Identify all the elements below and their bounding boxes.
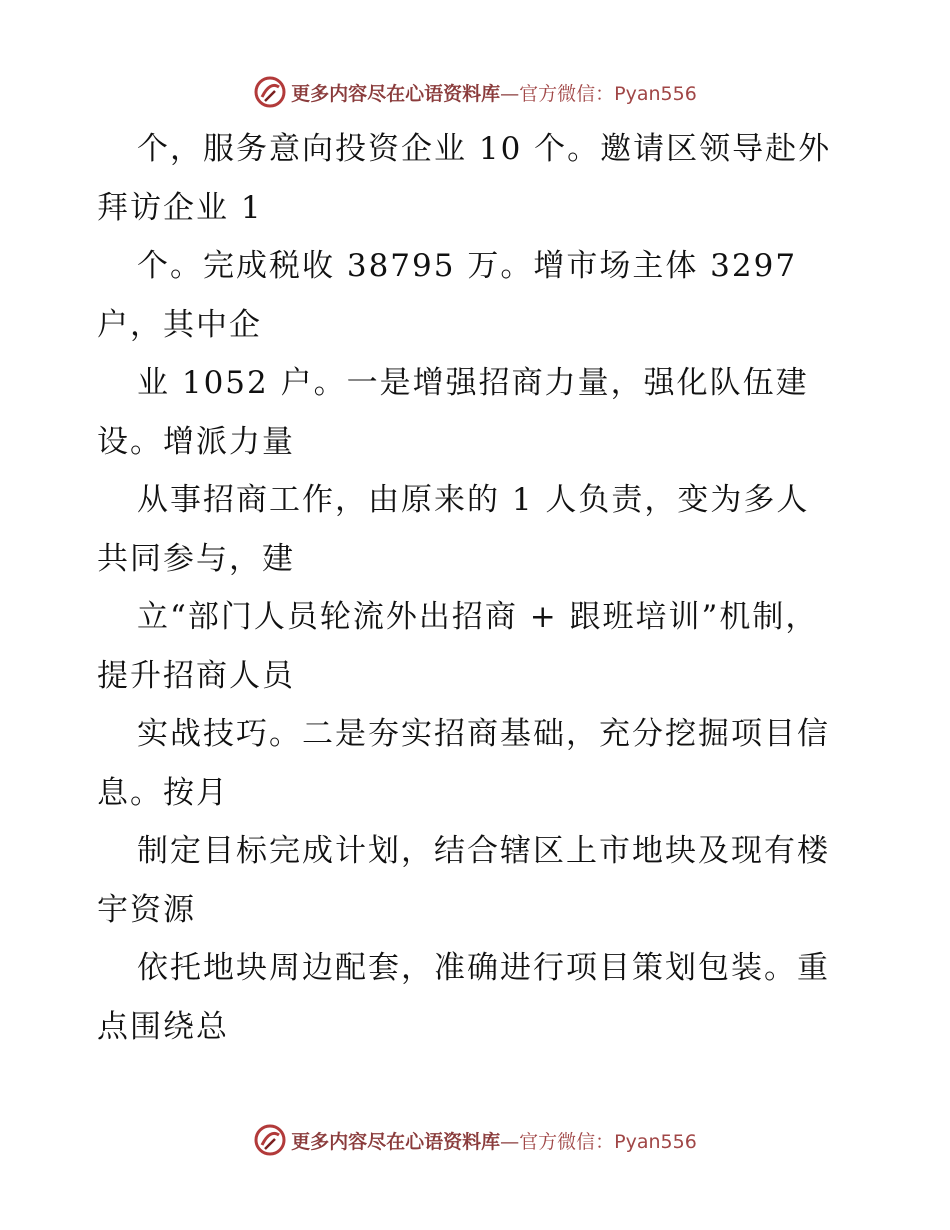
- document-body: [97, 120, 917, 1056]
- header-watermark: [0, 72, 950, 112]
- text-line: 业 1052 户。一是增强招商力量，强化队伍建: [137, 365, 809, 401]
- text-line: 制定目标完成计划，结合辖区上市地块及现有楼: [137, 833, 830, 869]
- logo-icon: [253, 75, 287, 109]
- footer-separator: —: [500, 1130, 520, 1153]
- text-line: 拜访企业 1: [97, 189, 263, 226]
- header-text: [291, 79, 697, 106]
- header-contact: 官方微信：Pyan556: [519, 82, 697, 105]
- text-line: 个。完成税收 38795 万。增市场主体 3297: [137, 248, 798, 284]
- text-line: 立“部门人员轮流外出招商 + 跟班培训”机制，: [137, 599, 819, 635]
- text-line: 息。按月: [97, 774, 229, 811]
- text-line: 设。增派力量: [97, 423, 295, 460]
- footer-watermark: [0, 1120, 950, 1160]
- text-line: 依托地块周边配套，准确进行项目策划包装。重: [137, 950, 830, 986]
- logo-icon: [253, 1123, 287, 1157]
- header-brand: 更多内容尽在心语资料库: [291, 82, 501, 105]
- footer-text: [291, 1127, 697, 1154]
- text-line: 宇资源: [97, 891, 196, 928]
- text-line: 个，服务意向投资企业 10 个。邀请区领导赴外: [137, 131, 832, 167]
- text-line: 共同参与，建: [97, 540, 295, 577]
- text-line: 户，其中企: [97, 306, 262, 343]
- text-line: 实战技巧。二是夯实招商基础，充分挖掘项目信: [137, 716, 830, 752]
- text-line: 提升招商人员: [97, 657, 295, 694]
- header-separator: —: [500, 82, 520, 105]
- text-line: 从事招商工作，由原来的 1 人负责，变为多人: [137, 482, 810, 518]
- footer-contact: 官方微信：Pyan556: [519, 1130, 697, 1153]
- footer-brand: 更多内容尽在心语资料库: [291, 1130, 501, 1153]
- text-line: 点围绕总: [97, 1008, 229, 1045]
